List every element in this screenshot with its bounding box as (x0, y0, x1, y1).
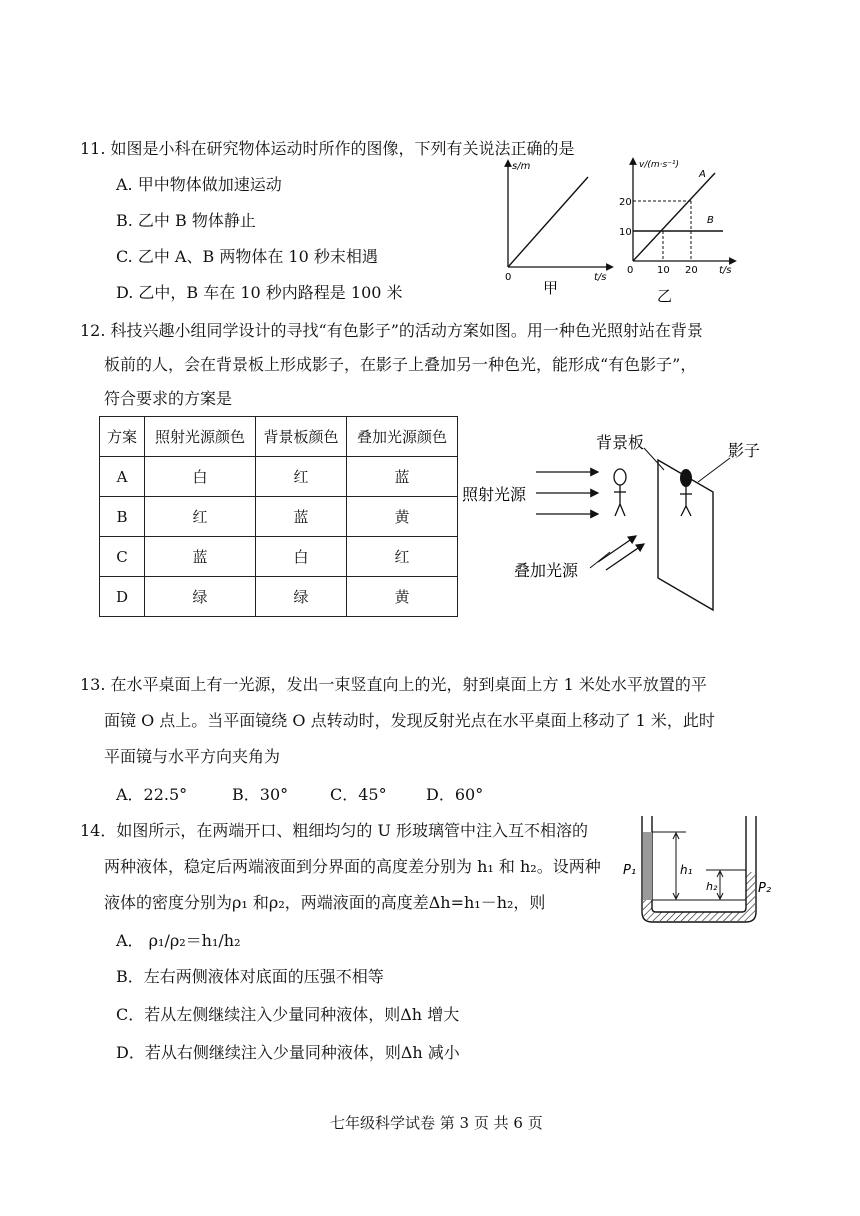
q12-table (99, 416, 458, 617)
table-cell: 红 (347, 537, 458, 577)
label-h1: h₁ (680, 863, 693, 877)
shadow-head-icon (680, 469, 692, 487)
table-cell: 蓝 (256, 497, 347, 537)
bottom-liquid (643, 872, 755, 921)
table-cell: 蓝 (347, 457, 458, 497)
yi-label-a: A (699, 169, 706, 180)
table-cell: 白 (145, 457, 256, 497)
table-header: 方案 (100, 417, 145, 457)
graph-jia (498, 155, 618, 300)
q14-option-a: A． ρ₁/ρ₂＝h₁/h₂ (116, 931, 241, 950)
left-liquid (643, 832, 652, 900)
q13-option-c: C．45° (330, 785, 387, 804)
q12-diagram (458, 420, 778, 620)
shadow-figure-icon (680, 487, 692, 516)
yi-label-b: B (707, 215, 714, 226)
table-header: 照射光源颜色 (145, 417, 256, 457)
jia-ylabel: s/m (512, 161, 531, 172)
graph-yi (615, 155, 743, 307)
label-shadow: 影子 (728, 441, 761, 460)
table-row (100, 537, 458, 577)
yi-caption: 乙 (657, 287, 673, 305)
table-row (100, 497, 458, 537)
person-figure-icon (614, 469, 626, 516)
table-cell: B (100, 497, 145, 537)
label-h2: h₂ (706, 880, 718, 893)
table-cell: 绿 (145, 577, 256, 617)
q11-option-a: A. 甲中物体做加速运动 (116, 175, 282, 194)
label-p2: P₂ (758, 881, 772, 896)
table-cell: 黄 (347, 577, 458, 617)
yi-origin: 0 (627, 265, 634, 276)
q13-option-a: A．22.5° (116, 785, 188, 804)
jia-origin: 0 (505, 272, 512, 283)
u-tube-diagram (620, 812, 780, 932)
table-header-row (100, 417, 458, 457)
jia-xlabel: t/s (594, 272, 607, 283)
overlay-leader-line (590, 552, 610, 568)
page-footer: 七年级科学试卷 第 3 页 共 6 页 (330, 1114, 543, 1132)
shadow-leader-line (698, 458, 730, 482)
table-header: 叠加光源颜色 (347, 417, 458, 457)
overlay-arrow-icon (606, 544, 644, 570)
table-cell: 白 (256, 537, 347, 577)
q12-line-1: 12. 科技兴趣小组同学设计的寻找“有色影子”的活动方案如图。用一种色光照射站在背景 (80, 321, 703, 340)
q13-option-b: B．30° (232, 785, 289, 804)
q13-line-2: 面镜 O 点上。当平面镜绕 O 点转动时，发现反射光点在水平桌面上移动了 1 米，此时 (104, 711, 715, 730)
table-cell: 红 (256, 457, 347, 497)
jia-caption: 甲 (543, 279, 559, 297)
q13-line-3: 平面镜与水平方向夹角为 (104, 747, 281, 766)
q12-line-3: 符合要求的方案是 (104, 389, 233, 408)
q14-option-d: D．若从右侧继续注入少量同种液体，则Δh 减小 (116, 1043, 460, 1062)
label-light-source: 照射光源 (462, 485, 527, 504)
yi-line-a (633, 173, 715, 261)
board-leader-line (644, 448, 664, 470)
table-cell: 绿 (256, 577, 347, 617)
label-board: 背景板 (596, 433, 645, 452)
table-row (100, 577, 458, 617)
yi-tick-x10: 10 (657, 265, 670, 276)
yi-tick-10: 10 (619, 227, 632, 238)
overlay-arrow-icon (598, 536, 636, 562)
table-cell: A (100, 457, 145, 497)
table-row (100, 457, 458, 497)
q11-option-d: D. 乙中，B 车在 10 秒内路程是 100 米 (116, 283, 403, 302)
q13-line-1: 13. 在水平桌面上有一光源，发出一束竖直向上的光，射到桌面上方 1 米处水平放置的平 (80, 675, 707, 694)
q14-line-2: 两种液体，稳定后两端液面到分界面的高度差分别为 h₁ 和 h₂。设两种 (104, 857, 601, 876)
q14-option-c: C．若从左侧继续注入少量同种液体，则Δh 增大 (116, 1005, 460, 1024)
q14-line-3: 液体的密度分别为ρ₁ 和ρ₂，两端液面的高度差Δh=h₁－h₂，则 (104, 893, 546, 912)
label-p1: P₁ (623, 863, 637, 878)
q11-option-b: B. 乙中 B 物体静止 (116, 211, 256, 230)
table-cell: 蓝 (145, 537, 256, 577)
q14-line-1: 14．如图所示，在两端开口、粗细均匀的 U 形玻璃管中注入互不相溶的 (80, 821, 589, 840)
q12-line-2: 板前的人，会在背景板上形成影子，在影子上叠加另一种色光，能形成“有色影子”， (104, 355, 697, 374)
jia-line (508, 177, 588, 267)
table-cell: 红 (145, 497, 256, 537)
q14-option-b: B．左右两侧液体对底面的压强不相等 (116, 967, 384, 986)
label-overlay-source: 叠加光源 (514, 561, 579, 580)
yi-xlabel: t/s (719, 265, 732, 276)
table-cell: D (100, 577, 145, 617)
q11-option-c: C. 乙中 A、B 两物体在 10 秒末相遇 (116, 247, 378, 266)
table-cell: C (100, 537, 145, 577)
yi-tick-20: 20 (619, 197, 632, 208)
table-cell: 黄 (347, 497, 458, 537)
q11-title: 11. 如图是小科在研究物体运动时所作的图像，下列有关说法正确的是 (80, 139, 575, 158)
q13-option-d: D．60° (426, 785, 484, 804)
yi-ylabel: v/(m·s⁻¹) (639, 160, 680, 170)
table-header: 背景板颜色 (256, 417, 347, 457)
yi-tick-x20: 20 (685, 265, 698, 276)
tube-inner-wall (652, 816, 746, 912)
